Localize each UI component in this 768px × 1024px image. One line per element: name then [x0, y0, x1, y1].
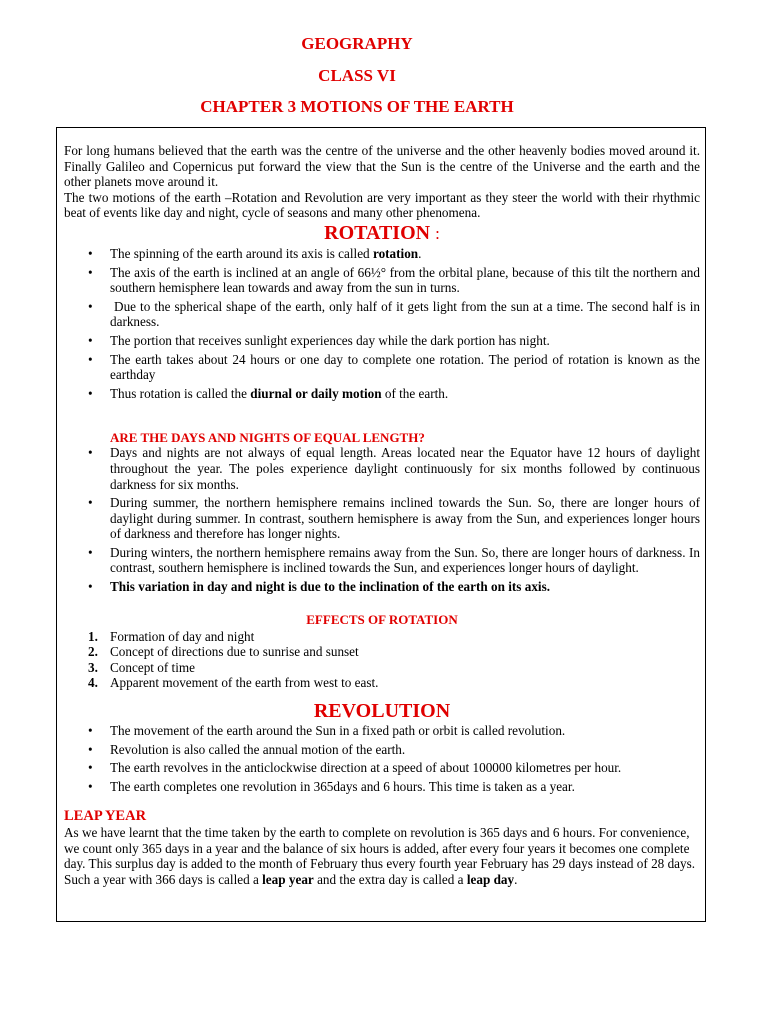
rotation-colon: : [435, 223, 440, 243]
text: The spinning of the earth around its axis is called [110, 245, 373, 261]
item-number: 3. [88, 659, 98, 675]
text: As we have learnt that the time taken by the earth to complete on revolution is 365 days and 6 hours. For convenience, we count only 365 days in a year and the balance of six hours is added, after every four years it becomes one complete day. This surplus day is added to the month of February thus every fourth year February has 29 days instead of 28 days. Such a year with 366 days is called a [64, 825, 696, 887]
item-text: Formation of day and night [110, 628, 255, 644]
class-heading: CLASS VI [318, 66, 396, 85]
rotation-bullet-1 [110, 246, 700, 262]
leap-year-paragraph [64, 825, 700, 887]
content-area [64, 143, 700, 887]
revolution-bullet-2: • Revolution is also called the annual motion of the earth. [110, 742, 700, 758]
text: and the extra day is called a [313, 871, 467, 887]
spacer [64, 598, 700, 612]
leap-year-heading: LEAP YEAR [64, 808, 147, 825]
rotation-bullet-6 [110, 386, 700, 402]
item-number: 1. [88, 628, 98, 644]
rotation-bullet-4: • The portion that receives sunlight experiences day while the dark portion has night. [110, 333, 700, 349]
days-nights-bullet-2: • During summer, the northern hemisphere remains inclined towards the Sun. So, there are longer hours of daylight during summer. In contrast, southern hemisphere is away from the Sun, and experiences longer hours of darkness and therefore has longer nights. [110, 495, 700, 542]
rotation-list [64, 246, 700, 401]
rotation-heading [64, 221, 700, 246]
text: of the earth. [381, 385, 449, 401]
days-nights-bullet-1: • Days and nights are not always of equal length. Areas located near the Equator have 12 hours of daylight throughout the year. The poles experience daylight continuously for six months followed by continuous darkness for six months. [110, 445, 700, 492]
item-number: 2. [88, 644, 98, 660]
text: Thus rotation is called the [110, 385, 251, 401]
rotation-title: ROTATION [324, 221, 431, 244]
days-nights-bullet-4 [110, 579, 700, 595]
item-number: 4. [88, 675, 98, 691]
revolution-list [64, 723, 700, 794]
rotation-bullet-3 [110, 299, 700, 330]
revolution-bullet-3: • The earth revolves in the anticlockwise direction at a speed of about 100000 kilometres per hour. [110, 760, 700, 776]
text: . [514, 871, 518, 887]
rotation-bullet-2: • The axis of the earth is inclined at an angle of 66½° from the orbital plane, because of this tilt the northern and southern hemisphere lean towards and away from the sun in turns. [110, 265, 700, 296]
days-nights-list [64, 445, 700, 594]
effects-item [88, 628, 700, 645]
days-nights-bullet-3: • During winters, the northern hemisphere remains away from the Sun. So, there are longer hours of darkness. In contrast, southern hemisphere is inclined towards the Sun, and experiences longer hours of daylight. [110, 545, 700, 576]
intro-section [64, 143, 700, 221]
effects-item [88, 644, 700, 660]
item-text: Apparent movement of the earth from west to east. [110, 675, 379, 691]
item-text: Concept of time [110, 659, 195, 675]
spacer [64, 404, 700, 430]
spacer [64, 797, 700, 809]
bold-term: leap day [466, 871, 515, 887]
bold-term: rotation [372, 245, 419, 261]
spacer [64, 691, 700, 699]
revolution-bullet-1: • The movement of the earth around the Sun in a fixed path or orbit is called revolution. [110, 723, 700, 739]
text: . [418, 245, 422, 261]
effects-heading: EFFECTS OF ROTATION [306, 611, 458, 627]
effects-item [88, 675, 700, 691]
leap-year-section [64, 809, 700, 887]
chapter-title: CHAPTER 3 MOTIONS OF THE EARTH [200, 97, 514, 116]
revolution-heading: REVOLUTION [313, 700, 451, 723]
revolution-bullet-4: • The earth completes one revolution in 365days and 6 hours. This time is taken as a year. [110, 779, 700, 795]
rotation-bullet-5: • The earth takes about 24 hours or one day to complete one rotation. The period of rotation is known as the earthday [110, 352, 700, 383]
item-text: Concept of directions due to sunrise and sunset [110, 644, 359, 660]
bold-term: diurnal or daily motion [250, 385, 382, 401]
text: Due to the spherical shape of the earth, only half of it gets light from the sun at a time. The second half is in darkness. [110, 298, 700, 330]
intro-paragraph-1: For long humans believed that the earth was the centre of the universe and the other heavenly bodies moved around it. Finally Galileo and Copernicus put forward the view that the Sun is the centre of the Universe and the earth and the other planets move around it. [64, 143, 700, 190]
effects-list [64, 629, 700, 691]
subject-heading: GEOGRAPHY [301, 34, 413, 53]
bold-statement: This variation in day and night is due to the inclination of the earth on its axis. [110, 579, 551, 595]
days-nights-heading: ARE THE DAYS AND NIGHTS OF EQUAL LENGTH? [110, 430, 425, 446]
intro-paragraph-2: The two motions of the earth –Rotation and Revolution are very important as they steer the world with their rhythmic beat of events like day and night, cycle of seasons and many other phenomena. [64, 189, 700, 221]
effects-item [88, 659, 700, 676]
bold-term: leap year [262, 871, 314, 887]
